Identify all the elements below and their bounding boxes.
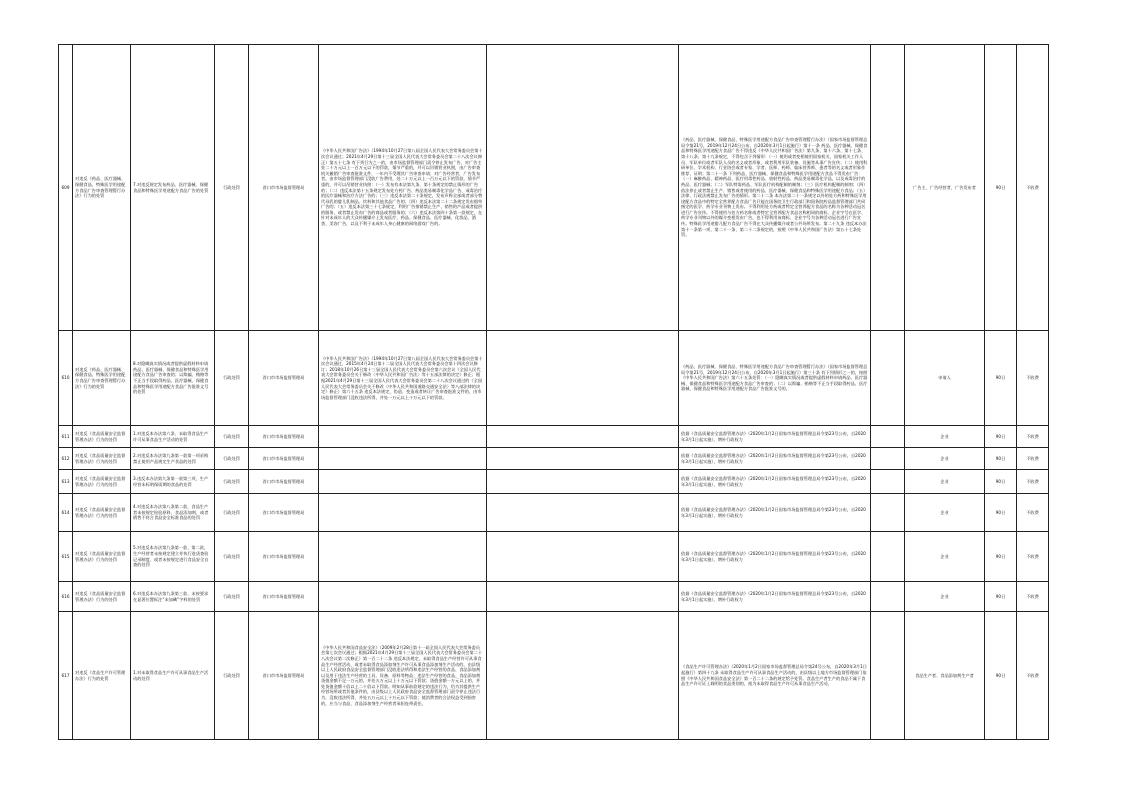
dept-name: 晋口市市场监督管理局 <box>249 331 319 426</box>
empty-cell <box>487 470 679 494</box>
empty-cell <box>871 582 905 612</box>
row-number: 615 <box>59 532 73 582</box>
row-number: 613 <box>59 470 73 494</box>
legal-basis-law: 《中华人民共和国广告法》（1994年10月27日第八届全国人民代表大会常务委员会第十次会议通过，2015年4月24日第十二届全国人民代表大会常务委员会第十四次会议修订；2018年10月26日第十三届全国人民代表大会常务委员会第六次会议《全国人民代表大会常务委员会关于修改〈中华人民共和国广告法〉等十五部法律的决定》修正；根据2021年4月29日第十三届全国人民代表大会常务委员会第二十八次会议通过的《全国人民代表大会常务委员会关于修改〈中华人民共和国道路交通安全法〉等八部法律的决定》修正）第六十五条 违反本法规定，伪造、变造或者转让广告审查批准文件的，由市场监督管理部门没收违法所得，并处一万元以上十万元以下的罚款。 <box>319 331 487 426</box>
dept-name: 晋口市市场监督管理局 <box>249 582 319 612</box>
empty-cell <box>487 582 679 612</box>
sub-item: 4.对违反本办法第八条第二款，食品生产者未按规定检验原料、食品添加剂、或者销售不符合食品安全标准食品的处罚 <box>131 494 215 532</box>
item-name: 对违反《食品质量安全监督管理办法》行为的处罚 <box>73 582 131 612</box>
table-row <box>59 612 1049 740</box>
row-number: 617 <box>59 612 73 740</box>
subject: 企业 <box>905 582 985 612</box>
legal-basis-rule: 依据《食品质量安全监督管理办法》（2020年1月2日国家市场监督管理总局令第23号公布，自2020年3月1日起实施），增补行政权力 <box>679 532 871 582</box>
empty-cell <box>487 448 679 470</box>
legal-basis-rule: 依据《食品质量安全监督管理办法》（2020年1月2日国家市场监督管理总局令第23号公布，自2020年3月1日起实施），增补行政权力 <box>679 448 871 470</box>
period: 90日 <box>985 612 1017 740</box>
empty-cell <box>871 426 905 448</box>
power-type: 行政处罚 <box>215 331 249 426</box>
legal-basis-rule: 《食品生产许可管理办法》（2020年1月2日国家市场监督管理总局令第24号公布，自2020年3月1日起施行）第四十九条 未取得食品生产许可从事食品生产活动的，由县级以上地方市场监督管理部门依照《中华人民共和国食品安全法》第一百二十二条的规定给予处罚。食品生产者生产的食品不属于食品生产许可证上载明的食品类别的，视为未取得食品生产许可从事食品生产活动。 <box>679 612 871 740</box>
item-name: 对违反《食品质量安全监督管理办法》行为的处罚 <box>73 494 131 532</box>
power-type: 行政处罚 <box>215 45 249 331</box>
subject: 企业 <box>905 532 985 582</box>
period: 90日 <box>985 426 1017 448</box>
period: 90日 <box>985 532 1017 582</box>
sub-item: 3.违反本办法第九条第一款第三项，生产经营未标明保质期的食品的处罚 <box>131 470 215 494</box>
dept-name: 晋口市市场监督管理局 <box>249 612 319 740</box>
subject: 企业 <box>905 470 985 494</box>
item-name: 对违反《食品质量安全监督管理办法》行为的处罚 <box>73 532 131 582</box>
legal-basis-rule: 依据《食品质量安全监督管理办法》（2020年1月2日国家市场监督管理总局令第23号公布，自2020年3月1日起实施），增补行政权力 <box>679 582 871 612</box>
power-type: 行政处罚 <box>215 426 249 448</box>
dept-name: 晋口市市场监督管理局 <box>249 45 319 331</box>
period: 90日 <box>985 45 1017 331</box>
legal-basis-rule: 依据《食品质量安全监督管理办法》（2020年1月2日国家市场监督管理总局令第23号公布，自2020年3月1日起实施），增补行政权力 <box>679 494 871 532</box>
power-type: 行政处罚 <box>215 582 249 612</box>
item-name: 对违反《食品质量安全监督管理办法》行为的处罚 <box>73 448 131 470</box>
fee: 不收费 <box>1017 448 1049 470</box>
empty-cell <box>871 45 905 331</box>
legal-basis-rule: 依据《食品质量安全监督管理办法》（2020年1月2日国家市场监督管理总局令第23号公布，自2020年3月1日起实施），增补行政权力 <box>679 426 871 448</box>
power-type: 行政处罚 <box>215 532 249 582</box>
item-name: 对违反《食品质量安全监督管理办法》行为的处罚 <box>73 426 131 448</box>
fee: 不收费 <box>1017 331 1049 426</box>
empty-cell <box>871 331 905 426</box>
empty-cell <box>487 612 679 740</box>
sub-item: 6.对违反本办法第九条第三款、未按要求在显著位置标注“未加碘”字样的处罚 <box>131 582 215 612</box>
subject: 广告主、广告经营者、广告发布者 <box>905 45 985 331</box>
legal-basis-law <box>319 448 487 470</box>
legal-basis-law <box>319 582 487 612</box>
power-type: 行政处罚 <box>215 494 249 532</box>
item-name: 对违反《药品、医疗器械、保健食品、特殊医学用途配方食品广告审查管理暂行办法》行为的处罚 <box>73 45 131 331</box>
sub-item: 2.对违反本办法第九条第一款第一项采购禁止使用产品规定生产食品的处罚 <box>131 448 215 470</box>
subject: 申请人 <box>905 331 985 426</box>
period: 90日 <box>985 494 1017 532</box>
period: 90日 <box>985 448 1017 470</box>
empty-cell <box>487 494 679 532</box>
sub-item: 1.对违反本办法第六条、未取得食品生产许可从事食品生产活动的处罚 <box>131 426 215 448</box>
fee: 不收费 <box>1017 426 1049 448</box>
fee: 不收费 <box>1017 582 1049 612</box>
power-type: 行政处罚 <box>215 612 249 740</box>
dept-name: 晋口市市场监督管理局 <box>249 448 319 470</box>
subject: 企业 <box>905 494 985 532</box>
empty-cell <box>487 45 679 331</box>
table-row <box>59 448 1049 470</box>
sub-item: 5.对违反本办法第九条第一款、第二款，生产经营者未按规定建立并执行进货查验记录制度、或者未按规定进行食品安全自查的处罚 <box>131 532 215 582</box>
fee: 不收费 <box>1017 45 1049 331</box>
table-row <box>59 331 1049 426</box>
empty-cell <box>871 448 905 470</box>
item-name: 对违反《食品质量安全监督管理办法》行为的处罚 <box>73 470 131 494</box>
table-row <box>59 532 1049 582</box>
empty-cell <box>487 426 679 448</box>
period: 90日 <box>985 331 1017 426</box>
legal-basis-law: 《中华人民共和国食品安全法》（2009年2月28日第十一届全国人民代表大会常务委员会第七次会议通过；根据2021年4月29日第十三届全国人民代表大会常务委员会第二十八次会议第二次修正）第一百二十二条 违反本法规定，未取得食品生产经营许可从事食品生产经营活动，或者未取得食品添加剂生产许可从事食品添加剂生产活动的，由县级以上人民政府食品安全监督管理部门没收违法所得和违法生产经营的食品、食品添加剂以及用于违法生产经营的工具、设备、原料等物品；违法生产经营的食品、食品添加剂货值金额不足一万元的，并处五万元以上十万元以下罚款；货值金额一万元以上的，并处货值金额十倍以上二十倍以下罚款。明知从事前款规定的违法行为，仍为其提供生产经营场所或者其他条件的，由县级以上人民政府食品安全监督管理部门责令停止违法行为，没收违法所得，并处五万元以上十万元以下罚款；使消费者的合法权益受到损害的，应当与食品、食品添加剂生产经营者承担连带责任。 <box>319 612 487 740</box>
row-number: 612 <box>59 448 73 470</box>
fee: 不收费 <box>1017 470 1049 494</box>
row-number: 610 <box>59 331 73 426</box>
period: 90日 <box>985 470 1017 494</box>
table-row <box>59 470 1049 494</box>
legal-basis-law <box>319 494 487 532</box>
table-row <box>59 426 1049 448</box>
table-row <box>59 494 1049 532</box>
legal-basis-law <box>319 532 487 582</box>
dept-name: 晋口市市场监督管理局 <box>249 532 319 582</box>
fee: 不收费 <box>1017 612 1049 740</box>
row-number: 609 <box>59 45 73 331</box>
empty-cell <box>487 532 679 582</box>
subject: 企业 <box>905 448 985 470</box>
sub-item: 8.对隐瞒真实情况或者提供虚假材料申请药品、医疗器械、保健食品和特殊医学用途配方食品广告审查的；以欺骗、贿赂等不正当手段取得药品、医疗器械、保健食品和特殊医学用途配方食品广告批准文号的处罚 <box>131 331 215 426</box>
row-number: 616 <box>59 582 73 612</box>
dept-name: 晋口市市场监督管理局 <box>249 470 319 494</box>
table-row <box>59 582 1049 612</box>
power-type: 行政处罚 <box>215 448 249 470</box>
subject: 食品生产者、食品添加剂生产者 <box>905 612 985 740</box>
empty-cell <box>871 532 905 582</box>
empty-cell <box>487 331 679 426</box>
empty-cell <box>871 470 905 494</box>
power-list-table <box>58 44 1049 740</box>
power-type: 行政处罚 <box>215 470 249 494</box>
legal-basis-law: 《中华人民共和国广告法》（1994年10月27日第八届全国人民代表大会常务委员会第十次会议通过；2021年4月29日第十三届全国人民代表大会常务委员会第二十八次会议修正）第五十七条 有下列行为之一的，由市场监督管理部门责令停止发布广告，对广告主处二十万元以上一百万元以下的罚款，情节严重的，并可以吊销营业执照，由广告审查机关撤销广告审查批准文件，一年内不受理其广告审查申请；对广告经营者，广告发布者，由市场监督管理部门没收广告费用，处二十万元以上一百万元以下的罚款，情节严重的，并可以吊销营业执照：（一）发布有本法第九条、第十条规定的禁止情形的广告的；（二）违反本法第十五条规定发布处方药广告、药品类易制毒化学品广告、戒毒治疗的医疗器械和治疗方法广告的；（三）违反本法第二十条规定，发布声称全部或者部分替代母乳的婴儿乳制品、饮料和其他食品广告的；（四）违反本法第二十二条规定发布烟草广告的；（五）违反本法第三十七条规定，利用广告推销禁止生产、销售的产品或者提供的服务，或者禁止发布广告的商品或者服务的；（六）违反本法第四十条第一款规定，在针对未成年人的大众传播媒介上发布医疗、药品、保健食品、医疗器械、化妆品、酒类、美容广告，以及不利于未成年人身心健康的网络游戏广告的。 <box>319 45 487 331</box>
legal-basis-law <box>319 470 487 494</box>
fee: 不收费 <box>1017 494 1049 532</box>
legal-basis-rule: 《药品、医疗器械、保健食品、特殊医学用途配方食品广告审查管理暂行办法》（国家市场监督管理总局令第21号，2019年12月24日公布，自2020年3月1日起施行）第三十条 有下列情形之一的，按照《中华人民共和国广告法》第六十五条处罚：（一）隐瞒真实情况或者提供虚假材料申请药品、医疗器械、保健食品和特殊医学用途配方食品广告审查的；（二）以欺骗、贿赂等不正当手段取得药品、医疗器械、保健食品和特殊医学用途配方食品广告批准文号的。 <box>679 331 871 426</box>
dept-name: 晋口市市场监督管理局 <box>249 494 319 532</box>
sub-item: 7.对违反规定发布药品、医疗器械、保健食品和特殊医学用途配方食品广告的处罚 <box>131 45 215 331</box>
table-row <box>59 45 1049 331</box>
fee: 不收费 <box>1017 532 1049 582</box>
subject: 企业 <box>905 426 985 448</box>
dept-name: 晋口市市场监督管理局 <box>249 426 319 448</box>
legal-basis-rule: 《药品、医疗器械、保健食品、特殊医学用途配方食品广告审查管理暂行办法》（国家市场监督管理总局令第21号，2019年12月24日公布，自2020年3月1日起施行）第十一条 药品、医疗器械、保健食品和特殊医学用途配方食品广告不得违反《中华人民共和国广告法》第九条、第十六条、第十七条、第十八条、第十九条规定，不得包含下列情形：（一）使用或者变相使用国家机关、国家机关工作人员、军队单位或者军队人员的名义或者形象，或者利用军队装备、设施等从事广告宣传；（二）使用科研单位、学术机构、行业协会或者专家、学者、医师、药师、临床营养师、患者等的名义或者形象作推荐、证明；第二十一条 下列药品、医疗器械、保健食品和特殊医学用途配方食品不得发布广告：（一）麻醉药品、精神药品、医疗用毒性药品、放射性药品、药品类易制毒化学品，以及戒毒治疗的药品、医疗器械；（二）军队特需药品、军队医疗机构配制的制剂；（三）医疗机构配制的制剂；（四）依法停止或者禁止生产、销售或者使用的药品、医疗器械、保健食品和特殊医学用途配方食品；（五）法律、行政法规禁止发布广告的情形。第二十二条 本办法第二十一条规定以外的处方药和特殊医学用途配方食品中的特定全营养配方食品广告只能在国务院卫生行政部门和国务院药品监督管理部门共同指定的医学、药学专业刊物上发布。不得利用处方药或者特定全营养配方食品的名称为各种活动冠名进行广告宣传。不得使用与处方药名称或者特定全营养配方食品名称相同的商标、企业字号在医学、药学专业刊物以外的媒介变相发布广告，也不得利用该商标、企业字号为各种活动冠名进行广告宣传。特殊医学用途婴儿配方食品广告不得在大众传播媒介或者公共场所发布。第二十九条 违反本办法第十一条第一项、第二十一条、第二十二条规定的，按照《中华人民共和国广告法》第五十七条处罚。 <box>679 45 871 331</box>
item-name: 对违反《食品生产许可管理办法》行为的处罚 <box>73 612 131 740</box>
legal-basis-rule: 依据《食品质量安全监督管理办法》（2020年1月2日国家市场监督管理总局令第23号公布，自2020年3月1日起实施），增补行政权力 <box>679 470 871 494</box>
row-number: 614 <box>59 494 73 532</box>
item-name: 对违反《药品、医疗器械、保健食品、特殊医学用途配方食品广告审查管理暂行办法》行为的处罚 <box>73 331 131 426</box>
empty-cell <box>871 612 905 740</box>
empty-cell <box>871 494 905 532</box>
row-number: 611 <box>59 426 73 448</box>
period: 90日 <box>985 582 1017 612</box>
sub-item: 1.对未取得食品生产许可从事食品生产活动的处罚 <box>131 612 215 740</box>
legal-basis-law <box>319 426 487 448</box>
